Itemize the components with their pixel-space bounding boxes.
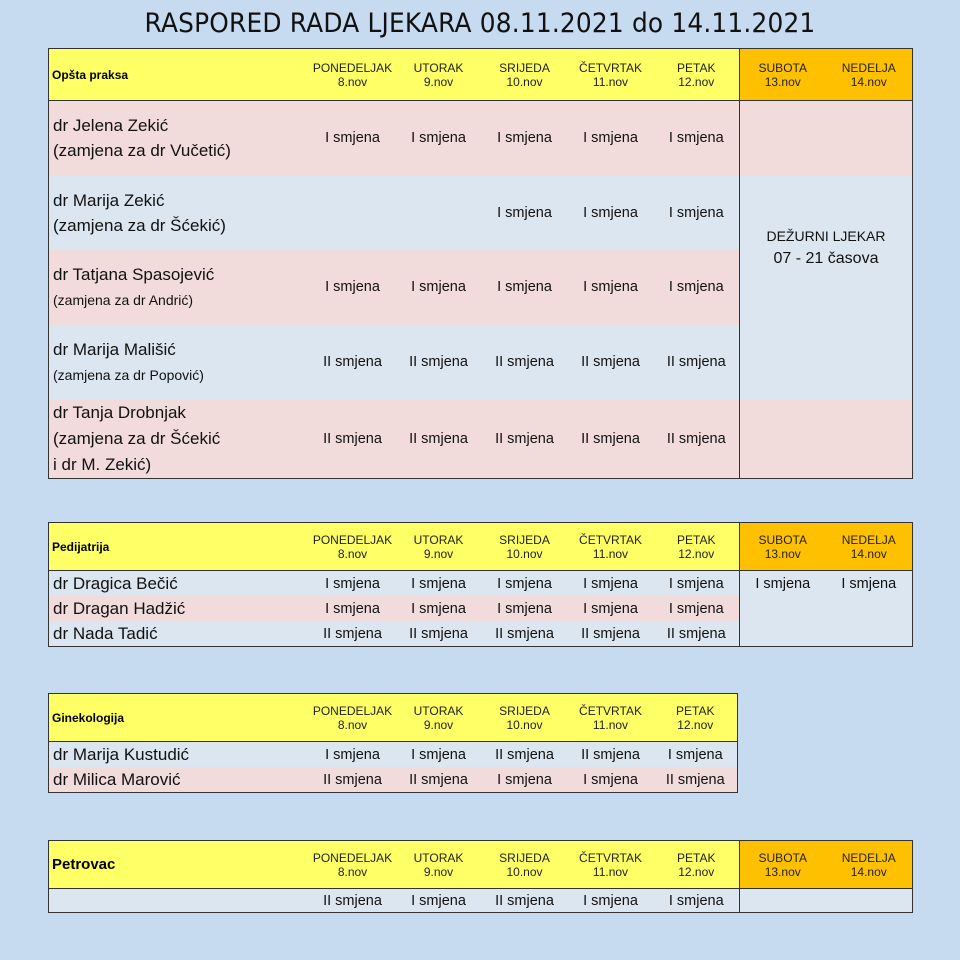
shift-cell: I smjena (668, 279, 724, 295)
day-header: SRIJEDA (482, 694, 568, 718)
shift-cell: I smjena (325, 600, 380, 617)
section-label: Opšta praksa (49, 49, 310, 101)
day-header: PONEDELJAK (310, 694, 396, 718)
date-header: 12.nov (654, 718, 738, 742)
date-header: 9.nov (396, 718, 482, 742)
doctor-note: i dr M. Zekić) (53, 454, 152, 474)
day-header: PETAK (654, 49, 740, 75)
shift-cell (826, 889, 913, 913)
day-header: NEDELJA (826, 523, 913, 547)
shift-cell (740, 621, 826, 647)
date-header: 9.nov (396, 865, 482, 889)
doctor-name: dr Marija Kustudić (53, 745, 190, 764)
day-header: SRIJEDA (482, 841, 568, 865)
day-header: PONEDELJAK (310, 841, 396, 865)
day-header: NEDELJA (826, 841, 913, 865)
shift-cell: I smjena (497, 279, 552, 295)
doctor-note: (zamjena za dr Vučetić) (53, 141, 231, 160)
shift-cell: I smjena (583, 130, 638, 147)
doctor-note: (zamjena za dr Šćekić) (53, 215, 226, 235)
doctor-name: dr Marija Mališić (53, 339, 176, 359)
shift-cell: I smjena (325, 130, 380, 147)
date-header: 11.nov (568, 547, 654, 571)
shift-cell (826, 621, 913, 647)
duty-doctor-cell (740, 176, 913, 400)
date-header: 11.nov (568, 718, 654, 742)
date-header: 9.nov (396, 547, 482, 571)
shift-cell: I smjena (583, 600, 638, 617)
date-header: 13.nov (740, 865, 826, 889)
shift-cell: I smjena (583, 279, 638, 295)
date-header: 10.nov (482, 865, 568, 889)
shift-cell: I smjena (583, 204, 638, 221)
table-row (49, 767, 738, 793)
table-row (49, 176, 913, 250)
shift-cell: I smjena (411, 279, 466, 295)
date-header: 12.nov (654, 547, 740, 571)
shift-cell (740, 596, 826, 621)
day-header: ČETVRTAK (568, 49, 654, 75)
shift-cell: I smjena (325, 575, 380, 592)
day-header: PONEDELJAK (310, 49, 396, 75)
table-row (49, 621, 913, 647)
shift-cell: II smjena (323, 430, 382, 447)
table-row (49, 101, 913, 176)
shift-cell: II smjena (409, 771, 468, 788)
table-pedijatrija (48, 522, 913, 647)
table-row (49, 400, 913, 479)
shift-cell: I smjena (583, 771, 638, 788)
date-header: 14.nov (826, 865, 913, 889)
date-header: 12.nov (654, 75, 740, 101)
duty-doctor-hours: 07 - 21 časova (773, 249, 879, 267)
doctor-note: (zamjena za dr Šćekić (53, 428, 221, 448)
shift-cell: II smjena (495, 892, 554, 909)
day-header: UTORAK (396, 694, 482, 718)
day-header: SRIJEDA (482, 49, 568, 75)
shift-cell: I smjena (740, 571, 826, 597)
day-header: SRIJEDA (482, 523, 568, 547)
shift-cell: II smjena (495, 746, 554, 763)
day-header: PETAK (654, 694, 738, 718)
table-row (49, 571, 913, 597)
shift-cell: I smjena (325, 746, 380, 763)
day-header: PETAK (654, 841, 740, 865)
shift-cell: II smjena (409, 354, 468, 370)
date-header: 8.nov (310, 547, 396, 571)
shift-cell: I smjena (411, 130, 466, 147)
shift-cell: I smjena (497, 600, 552, 617)
shift-cell: I smjena (497, 771, 552, 788)
weekend-cell (740, 400, 913, 479)
shift-cell (826, 596, 913, 621)
doctor-name: dr Marija Zekić (53, 190, 165, 210)
shift-cell: I smjena (497, 130, 552, 147)
shift-cell (396, 176, 482, 250)
shift-cell: II smjena (581, 625, 640, 642)
duty-doctor-label: DEŽURNI LJEKAR (766, 227, 886, 244)
shift-cell: I smjena (668, 600, 724, 617)
date-header: 8.nov (310, 718, 396, 742)
shift-cell: I smjena (497, 204, 552, 221)
shift-cell: II smjena (581, 354, 640, 370)
day-header: ČETVRTAK (568, 523, 654, 547)
shift-cell: II smjena (666, 354, 726, 370)
day-header: PONEDELJAK (310, 523, 396, 547)
date-header: 11.nov (568, 75, 654, 101)
doctor-note: (zamjena za dr Popović) (53, 366, 204, 383)
table-row (49, 742, 738, 768)
shift-cell: II smjena (323, 354, 382, 370)
shift-cell: I smjena (411, 575, 466, 592)
day-header: SUBOTA (740, 841, 826, 865)
date-header: 12.nov (654, 865, 740, 889)
shift-cell: II smjena (323, 892, 382, 909)
date-header: 11.nov (568, 865, 654, 889)
day-header: UTORAK (396, 523, 482, 547)
date-header: 8.nov (310, 865, 396, 889)
date-header: 14.nov (826, 75, 913, 101)
shift-cell: I smjena (411, 746, 466, 763)
date-header: 13.nov (740, 75, 826, 101)
date-header: 14.nov (826, 547, 913, 571)
shift-cell: II smjena (666, 430, 726, 447)
day-header: ČETVRTAK (568, 694, 654, 718)
section-label: Petrovac (49, 841, 310, 889)
doctor-name: dr Dragica Bečić (53, 574, 178, 593)
date-header: 9.nov (396, 75, 482, 101)
shift-cell: I smjena (668, 575, 724, 592)
shift-cell: II smjena (581, 746, 640, 763)
date-header: 10.nov (482, 75, 568, 101)
doctor-name: dr Tatjana Spasojević (53, 264, 215, 284)
date-header: 10.nov (482, 547, 568, 571)
shift-cell: I smjena (668, 204, 724, 221)
shift-cell: I smjena (411, 892, 466, 909)
page-title: RASPORED RADA LJEKARA 08.11.2021 do 14.11.2021 (144, 8, 816, 39)
weekend-cell (740, 101, 913, 176)
doctor-name: dr Milica Marović (53, 770, 181, 789)
table-opsta-praksa (48, 48, 913, 479)
table-ginekologija (48, 693, 738, 793)
date-header: 13.nov (740, 547, 826, 571)
shift-cell: I smjena (668, 130, 724, 147)
shift-cell: I smjena (497, 575, 552, 592)
shift-cell: II smjena (495, 354, 554, 370)
shift-cell: I smjena (325, 279, 380, 295)
shift-cell: II smjena (581, 430, 640, 447)
section-label: Ginekologija (49, 694, 310, 742)
shift-cell: II smjena (323, 625, 382, 642)
table-row (49, 596, 913, 621)
shift-cell: I smjena (411, 600, 466, 617)
doctor-name: dr Nada Tadić (53, 624, 158, 643)
shift-cell: I smjena (667, 746, 723, 763)
shift-cell: II smjena (323, 771, 382, 788)
day-header: PETAK (654, 523, 740, 547)
day-header: SUBOTA (740, 523, 826, 547)
shift-cell: I smjena (668, 892, 724, 909)
shift-cell: II smjena (409, 625, 468, 642)
doctor-note: (zamjena za dr Andrić) (53, 291, 194, 308)
day-header: UTORAK (396, 841, 482, 865)
table-petrovac (48, 840, 913, 913)
doctor-name (49, 889, 310, 913)
doctor-name: dr Tanja Drobnjak (53, 402, 186, 422)
section-label: Pedijatrija (49, 523, 310, 571)
shift-cell: I smjena (583, 892, 638, 909)
day-header: SUBOTA (740, 49, 826, 75)
shift-cell: II smjena (495, 625, 554, 642)
table-row (49, 889, 913, 913)
shift-cell (310, 176, 396, 250)
shift-cell: II smjena (409, 430, 468, 447)
date-header: 8.nov (310, 75, 396, 101)
doctor-name: dr Dragan Hadžić (53, 599, 186, 618)
day-header: NEDELJA (826, 49, 913, 75)
shift-cell (740, 889, 826, 913)
date-header: 10.nov (482, 718, 568, 742)
shift-cell: II smjena (495, 430, 554, 447)
shift-cell: II smjena (666, 625, 726, 642)
doctor-name: dr Jelena Zekić (53, 116, 169, 135)
day-header: UTORAK (396, 49, 482, 75)
shift-cell: II smjena (665, 771, 725, 788)
shift-cell: I smjena (583, 575, 638, 592)
shift-cell: I smjena (841, 575, 897, 592)
day-header: ČETVRTAK (568, 841, 654, 865)
